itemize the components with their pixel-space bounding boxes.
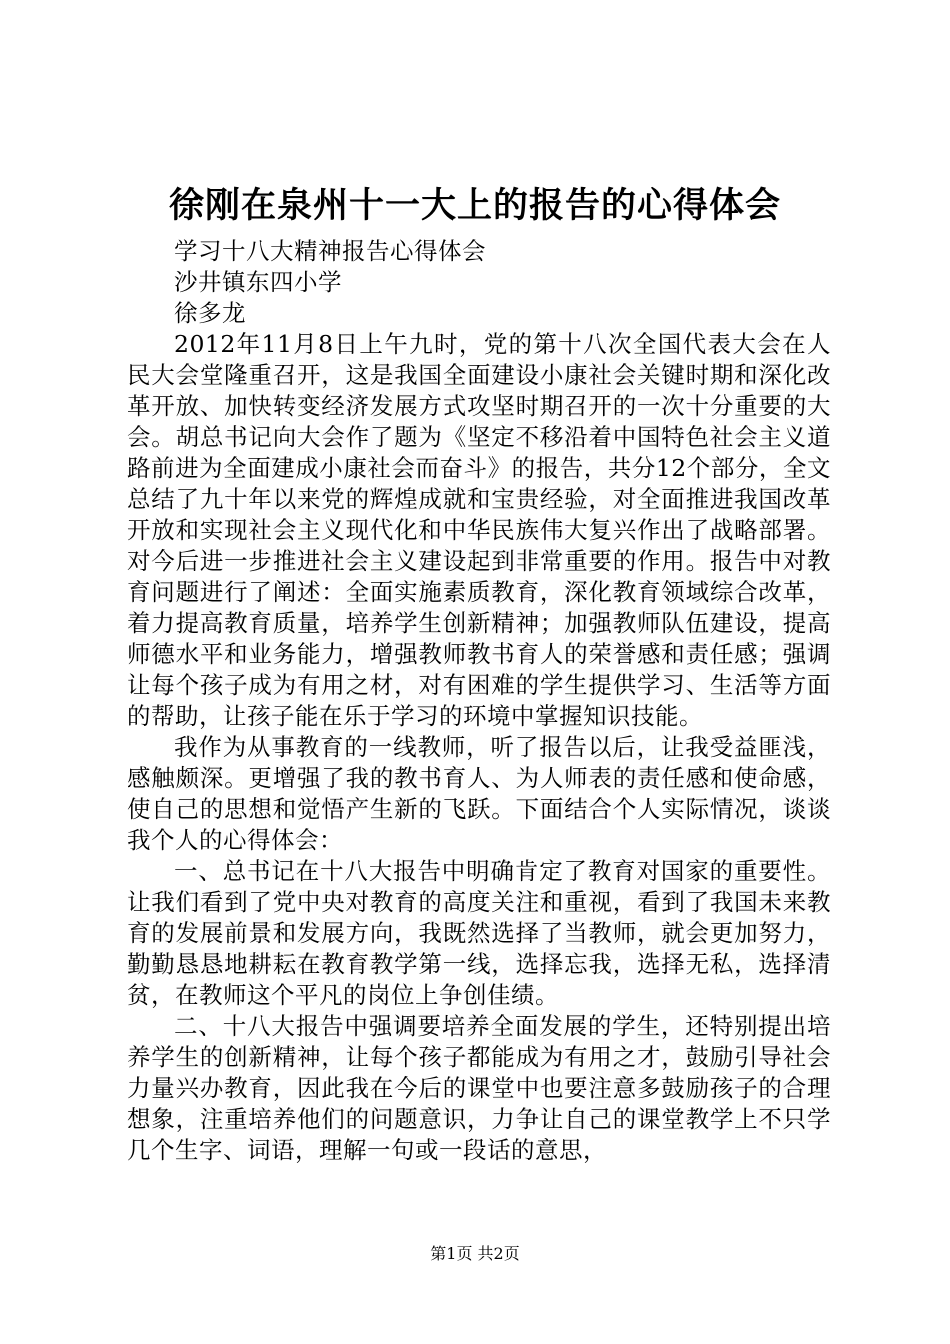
body-paragraph: 二、十八大报告中强调要培养全面发展的学生，还特别提出培养学生的创新精神，让每个孩子都能成为有用之才，鼓励引导社会力量兴办教育，因此我在今后的课堂中也要注意多鼓励孩子的合理想象，注重培养他们的问题意识，力争让自己的课堂教学上不只学几个生字、词语，理解一句或一段话的意思， — [127, 1012, 831, 1164]
subtitle-line: 学习十八大精神报告心得体会 — [174, 237, 486, 265]
school-line: 沙井镇东四小学 — [174, 268, 342, 296]
author-line: 徐多龙 — [174, 299, 246, 327]
page-number-footer: 第1页 共2页 — [430, 1244, 520, 1263]
body-paragraph: 一、总书记在十八大报告中明确肯定了教育对国家的重要性。让我们看到了党中央对教育的高度关注和重视，看到了我国未来教育的发展前景和发展方向，我既然选择了当教师，就会更加努力，勤勤恳恳地耕耘在教育教学第一线，选择忘我，选择无私，选择清贫，在教师这个平凡的岗位上争创佳绩。 — [127, 857, 831, 1009]
body-paragraph: 2012年11月8日上午九时，党的第十八次全国代表大会在人民大会堂隆重召开，这是我国全面建设小康社会关键时期和深化改革开放、加快转变经济发展方式攻坚时期召开的一次十分重要的大会。胡总书记向大会作了题为《坚定不移沿着中国特色社会主义道路前进为全面建成小康社会而奋斗》的报告，共分12个部分，全文总结了九十年以来党的辉煌成就和宝贵经验，对全面推进我国改革开放和实现社会主义现代化和中华民族伟大复兴作出了战略部署。对今后进一步推进社会主义建设起到非常重要的作用。报告中对教育问题进行了阐述：全面实施素质教育，深化教育领域综合改革，着力提高教育质量，培养学生创新精神；加强教师队伍建设，提高师德水平和业务能力，增强教师教书育人的荣誉感和责任感；强调让每个孩子成为有用之材，对有困难的学生提供学习、生活等方面的帮助，让孩子能在乐于学习的环境中掌握知识技能。 — [127, 330, 831, 730]
document-body — [127, 236, 831, 1166]
document-title: 徐刚在泉州十一大上的报告的心得体会 — [168, 186, 781, 226]
body-paragraph: 我作为从事教育的一线教师，听了报告以后，让我受益匪浅，感触颇深。更增强了我的教书育人、为人师表的责任感和使命感，使自己的思想和觉悟产生新的飞跃。下面结合个人实际情况，谈谈我个人的心得体会： — [127, 733, 831, 854]
